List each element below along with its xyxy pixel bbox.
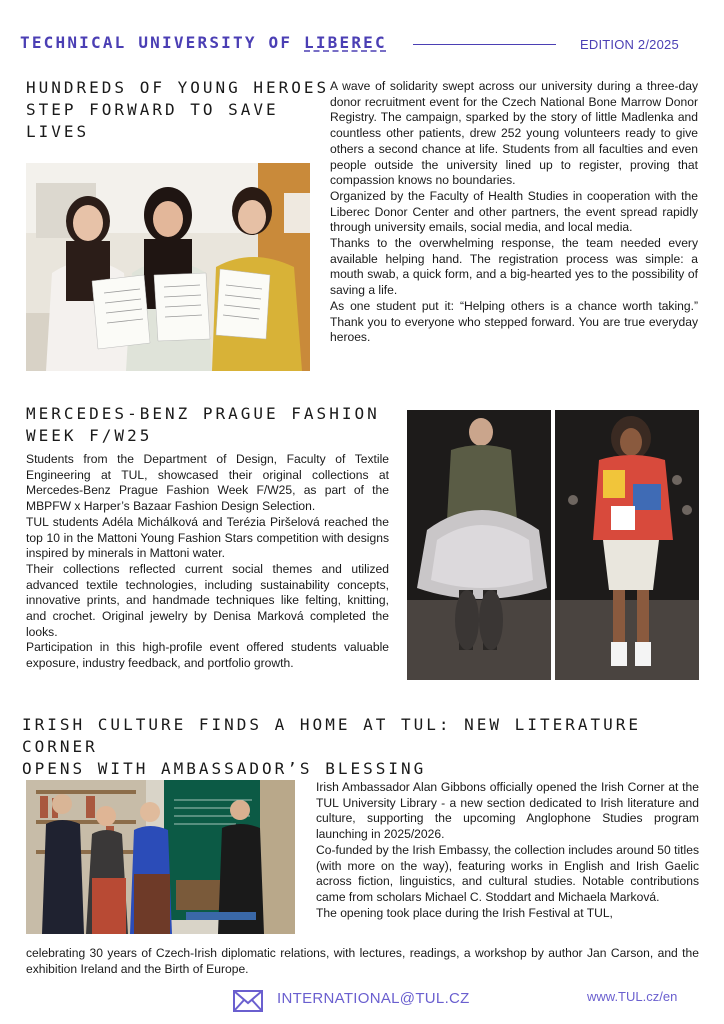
article3-title-line: OPENS WITH AMBASSADOR’S BLESSING [22, 759, 427, 778]
website-link[interactable]: www.TUL.cz/en [587, 989, 678, 1004]
article1-body [330, 79, 698, 346]
article3-paragraph: Co-funded by the Irish Embassy, the collection includes around 50 titles (with more on the way), featuring works in English and Irish Gaelic across fiction, linguistics, and cultural studies. Notable contributions came from scholars Michael C. Stoddart and Michaela Marková. [316, 842, 699, 904]
article2-paragraph: TUL students Adéla Michálková and Terézia Piršelová reached the top 10 in the Mattoni Young Fashion Stars competition with designs inspired by minerals in Mattoni water. [26, 514, 389, 561]
university-title [20, 33, 387, 52]
mail-icon [233, 990, 263, 1017]
university-city: LIBEREC [304, 33, 387, 52]
university-prefix: TECHNICAL UNIVERSITY OF [20, 33, 304, 52]
article2-paragraph: Their collections reflected current social themes and utilized advanced textile technologies, including sustainability concepts, innovative prints, and handmade techniques like felting, knitting, and crochet. Original jewelry by Denisa Marková completed the looks. [26, 561, 389, 639]
article3-body [316, 780, 699, 921]
irish-corner-photo [26, 780, 295, 934]
article3-paragraph: celebrating 30 years of Czech-Irish diplomatic relations, with lectures, readings, a workshop by author Jan Carson, and the exhibition Ireland and the Birth of Europe. [26, 946, 699, 976]
article2-paragraph: Students from the Department of Design, Faculty of Textile Engineering at TUL, showcased their original collections at Mercedes-Benz Prague Fashion Week F/W25, as part of the MBPFW x Harper’s Bazaar Fashion Design Selection. [26, 452, 389, 514]
article2-title-line: MERCEDES-BENZ PRAGUE FASHION [26, 404, 380, 423]
article1-paragraph: Organized by the Faculty of Health Studies in cooperation with the Liberec Donor Center and other partners, the event spread rapidly through university emails, social media, and local media. [330, 188, 698, 235]
edition-label: EDITION 2/2025 [580, 37, 679, 52]
article2-title [26, 403, 380, 447]
article1-title-line: HUNDREDS OF YOUNG HEROES [26, 78, 330, 97]
article1-paragraph: Thanks to the overwhelming response, the team needed every available helping hand. The registration process was simple: a mouth swab, a quick form, and a big-hearted yes to the possibility of saving a life. [330, 236, 698, 298]
article2-body [26, 452, 389, 672]
fashion-runway-photo [407, 410, 699, 680]
article2-paragraph: Participation in this high-profile event offered students valuable exposure, industry feedback, and portfolio growth. [26, 640, 389, 671]
header-divider [413, 44, 556, 45]
article3-title-line: IRISH CULTURE FINDS A HOME AT TUL: NEW LITERATURE CORNER [22, 715, 642, 756]
contact-email-link[interactable]: INTERNATIONAL@TUL.CZ [277, 990, 470, 1007]
article1-title-line: STEP FORWARD TO SAVE [26, 100, 279, 119]
article3-continuation [26, 946, 699, 977]
article3-title [22, 714, 724, 780]
article3-paragraph: The opening took place during the Irish Festival at TUL, [316, 905, 613, 920]
article1-paragraph: As one student put it: “Helping others is a chance worth taking.” Thank you to everyone who stepped forward. You are true everyday heroes. [330, 298, 698, 345]
article1-title [26, 77, 329, 143]
article1-paragraph: A wave of solidarity swept across our university during a three-day donor recruitment event for the Czech National Bone Marrow Donor Registry. The campaign, sparked by the story of little Madlenka and countless other patients, drew 252 young volunteers ready to give others a second chance at life. Students from all faculties and even people outside the university lined up to register, proving that compassion knows no boundaries. [330, 79, 698, 188]
donor-volunteers-photo [26, 163, 310, 371]
article1-title-line: LIVES [26, 122, 90, 141]
article2-title-line: WEEK F/W25 [26, 426, 153, 445]
article3-paragraph: Irish Ambassador Alan Gibbons officially opened the Irish Corner at the TUL University Library - a new section dedicated to Irish literature and culture, supporting the upcoming Anglophone Studies program launching in 2025/2026. [316, 780, 699, 842]
